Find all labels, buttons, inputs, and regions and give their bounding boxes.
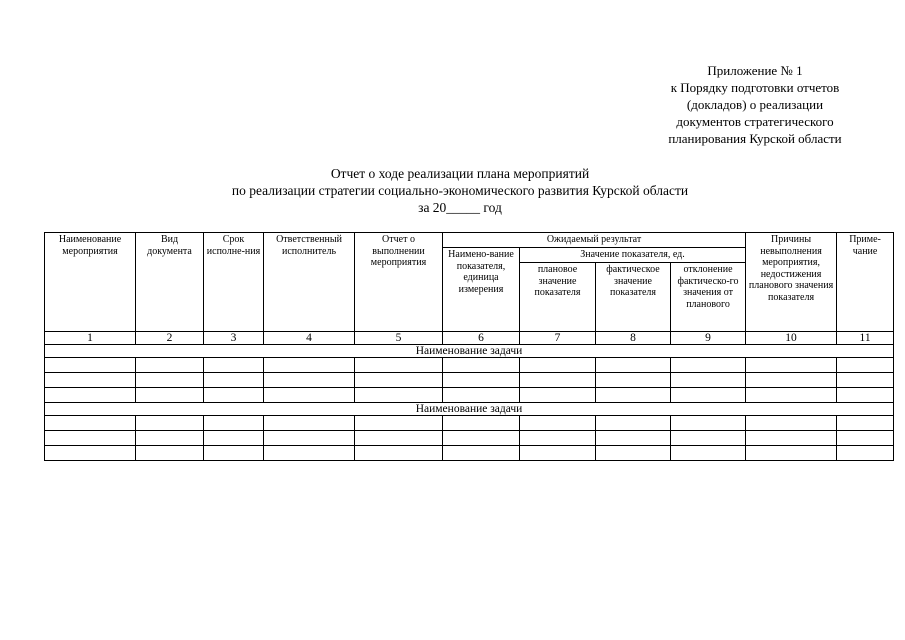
table-cell — [136, 373, 204, 388]
header-planned-value: плановое значение показателя — [520, 263, 596, 332]
task-section-row — [45, 345, 894, 358]
table-cell — [355, 416, 443, 431]
table-cell — [45, 431, 136, 446]
table-cell — [746, 416, 837, 431]
table-cell — [520, 373, 596, 388]
table-cell — [136, 431, 204, 446]
table-cell — [204, 446, 264, 461]
table-cell — [837, 416, 894, 431]
task-section-title: Наименование задачи — [45, 403, 894, 416]
table-row — [45, 388, 894, 403]
table-cell — [671, 388, 746, 403]
appendix-block — [630, 62, 880, 147]
column-number: 9 — [671, 332, 746, 345]
table-cell — [837, 446, 894, 461]
table-cell — [45, 358, 136, 373]
column-numbers-row — [45, 332, 894, 345]
table-cell — [204, 373, 264, 388]
table-cell — [520, 446, 596, 461]
header-actual-value: фактическое значение показателя — [596, 263, 671, 332]
column-number: 5 — [355, 332, 443, 345]
table-cell — [520, 358, 596, 373]
header-reasons: Причины невыполнения мероприятия, недостижения планового значения показателя — [746, 233, 837, 332]
table-cell — [746, 358, 837, 373]
table-cell — [596, 431, 671, 446]
table-cell — [671, 431, 746, 446]
header-indicator-name: Наимено-вание показателя, единица измерения — [443, 248, 520, 332]
table-cell — [671, 373, 746, 388]
column-number: 4 — [264, 332, 355, 345]
table-cell — [45, 373, 136, 388]
table-row — [45, 373, 894, 388]
report-title — [140, 165, 780, 216]
column-number: 8 — [596, 332, 671, 345]
column-number: 7 — [520, 332, 596, 345]
table-cell — [355, 373, 443, 388]
appendix-line: (докладов) о реализации — [686, 97, 824, 112]
table-cell — [671, 416, 746, 431]
table-cell — [596, 388, 671, 403]
table-cell — [837, 388, 894, 403]
table-cell — [746, 431, 837, 446]
column-number: 6 — [443, 332, 520, 345]
column-number: 1 — [45, 332, 136, 345]
appendix-line: документов стратегического — [676, 114, 834, 129]
appendix-line: Приложение № 1 — [707, 63, 803, 78]
table-cell — [355, 446, 443, 461]
table-cell — [136, 416, 204, 431]
table-cell — [443, 431, 520, 446]
table-cell — [264, 431, 355, 446]
appendix-line: к Порядку подготовки отчетов — [670, 80, 840, 95]
table-cell — [204, 416, 264, 431]
header-document-type: Вид документа — [136, 233, 204, 332]
table-cell — [264, 388, 355, 403]
column-number: 2 — [136, 332, 204, 345]
report-title-line: Отчет о ходе реализации плана мероприятий — [330, 166, 590, 181]
table-cell — [837, 431, 894, 446]
table-cell — [45, 388, 136, 403]
column-number: 11 — [837, 332, 894, 345]
table-cell — [443, 416, 520, 431]
table-cell — [204, 358, 264, 373]
header-row — [45, 233, 894, 248]
report-title-line: по реализации стратегии социально-экономического развития Курской области — [231, 183, 689, 198]
appendix-line: планирования Курской области — [668, 131, 842, 146]
header-expected-result: Ожидаемый результат — [443, 233, 746, 248]
table-row — [45, 358, 894, 373]
report-title-line: за 20_____ год — [418, 200, 502, 215]
table-cell — [264, 416, 355, 431]
table-cell — [671, 446, 746, 461]
table-row — [45, 431, 894, 446]
table-cell — [136, 446, 204, 461]
table-cell — [746, 388, 837, 403]
table-cell — [596, 446, 671, 461]
table-cell — [204, 431, 264, 446]
table-cell — [837, 373, 894, 388]
table-cell — [355, 431, 443, 446]
table-cell — [596, 373, 671, 388]
table-cell — [45, 446, 136, 461]
header-deviation: отклонение фактическо-го значения от планового — [671, 263, 746, 332]
table-cell — [443, 446, 520, 461]
table-cell — [443, 388, 520, 403]
header-indicator-value-group: Значение показателя, ед. — [520, 248, 746, 263]
column-number: 10 — [746, 332, 837, 345]
header-note: Приме-чание — [837, 233, 894, 332]
table-row — [45, 446, 894, 461]
report-table — [44, 232, 894, 461]
table-cell — [264, 446, 355, 461]
table-row — [45, 416, 894, 431]
column-number: 3 — [204, 332, 264, 345]
table-cell — [264, 373, 355, 388]
table-cell — [136, 388, 204, 403]
table-cell — [443, 358, 520, 373]
table-cell — [520, 388, 596, 403]
table-cell — [837, 358, 894, 373]
table-cell — [45, 416, 136, 431]
table-cell — [136, 358, 204, 373]
table-cell — [204, 388, 264, 403]
table-cell — [671, 358, 746, 373]
table-cell — [596, 358, 671, 373]
task-section-row — [45, 403, 894, 416]
table-cell — [596, 416, 671, 431]
table-cell — [746, 446, 837, 461]
header-responsible: Ответственный исполнитель — [264, 233, 355, 332]
task-section-title: Наименование задачи — [45, 345, 894, 358]
table-cell — [355, 388, 443, 403]
table-cell — [520, 431, 596, 446]
table-cell — [443, 373, 520, 388]
table-cell — [746, 373, 837, 388]
table-cell — [355, 358, 443, 373]
header-event-name: Наименование мероприятия — [45, 233, 136, 332]
header-deadline: Срок исполне-ния — [204, 233, 264, 332]
table-cell — [264, 358, 355, 373]
table-cell — [520, 416, 596, 431]
header-report: Отчет о выполнении мероприятия — [355, 233, 443, 332]
